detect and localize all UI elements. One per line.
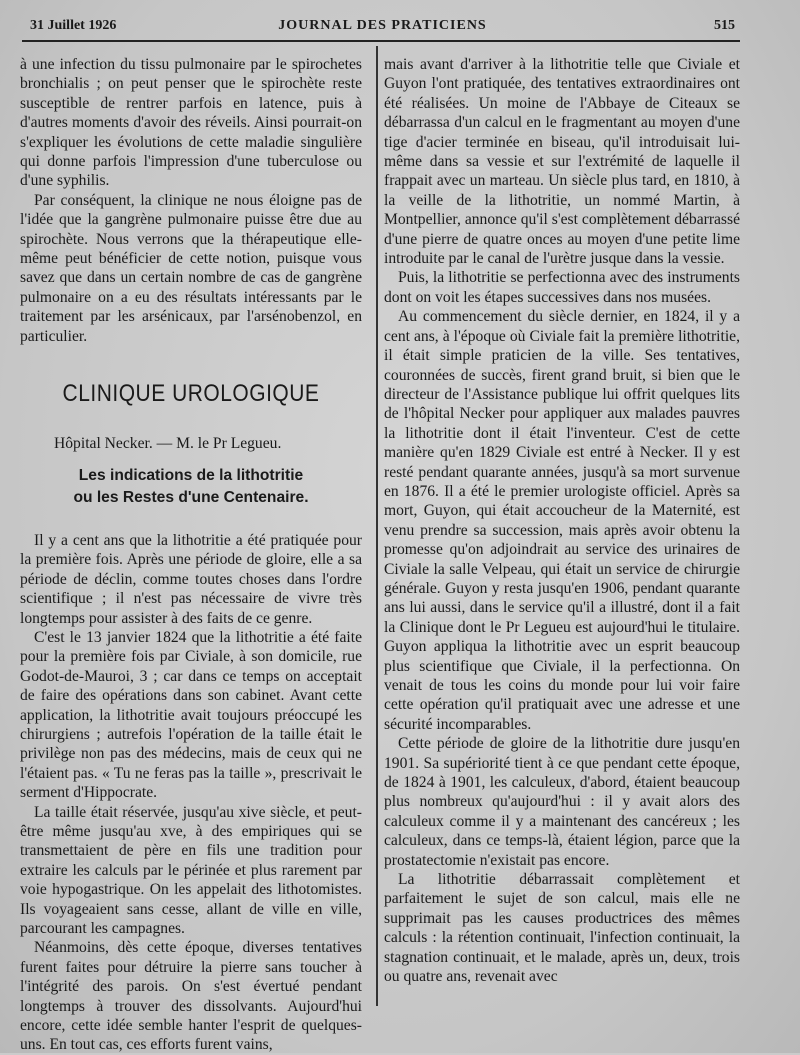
byline: Hôpital Necker. — M. le Pr Legueu. (54, 434, 282, 452)
article-title-line: ou les Restes d'une Centenaire. (73, 488, 309, 506)
paragraph: Néanmoins, dès cette époque, diverses tentatives furent faites pour détruire la pierre sans toucher à l'intégrité des parois. On s'est évertué pendant longtemps à trouver des dissolvants. Aujourd'hui encore, cette idée semble hanter l'esprit de quelques-uns. En tout cas, ces efforts furent vains, (20, 939, 362, 1054)
journal-title: JOURNAL DES PRATICIENS (278, 18, 487, 33)
left-column (20, 55, 362, 1055)
header-date: 31 Juillet 1926 (30, 18, 117, 33)
paragraph: Il y a cent ans que la lithotritie a été pratiquée pour la première fois. Après une période de gloire, elle a sa période de déclin, comme toutes choses dans l'ordre scientifique ; il n'est pas nécessaire de vivre très longtemps pour assister à des faits de ce genre. (20, 531, 362, 627)
column-rule (376, 46, 378, 1006)
article-title (20, 465, 362, 509)
paragraph: Cette période de gloire de la lithotritie dure jusqu'en 1901. Sa supériorité tient à ce que pendant cette époque, de 1824 à 1901, les calculeux, d'abord, étaient beaucoup plus nombreux qu'aujourd'hui : il y avait alors des calculeux comme il y a maintenant des cancéreux ; les calculeux, dans ce temps-là, étaient légion, parce que la prostatectomie n'existait pas encore. (384, 735, 740, 869)
page-number: 515 (714, 18, 735, 33)
header-rule (22, 40, 740, 42)
paragraph: Par conséquent, la clinique ne nous éloigne pas de l'idée que la gangrène pulmonaire puisse être due au spirochète. Nous verrons que la thérapeutique elle-même peut bénéficier de cette notion, puisque vous savez que dans un certain nombre de cas de gangrène pulmonaire on a eu des résultats intéressants par le traitement par les arsénicaux, par l'arsénobenzol, en particulier. (20, 191, 362, 345)
paragraph: Au commencement du siècle dernier, en 1824, il y a cent ans, à l'époque où Civiale fait la première lithotritie, il était simple praticien de la ville. Ses tentatives, couronnées de succès, firent grand bruit, si bien que le directeur de l'Assistance publique lui offrit quelques lits de l'hôpital Necker pour appliquer aux malades pauvres la lithotritie dont il était l'inventeur. C'est de cette manière qu'en 1829 Civiale est entré à Necker. Il y est resté pendant quarante années, jusqu'à sa mort survenue en 1876. Il a été le premier urologiste officiel. Après sa mort, Guyon, qui était accoucheur de la Maternité, est venu prendre sa succession, mais après avoir obtenu la promesse qu'on adjoindrait au service des urinaires de Civiale la salle Velpeau, qui était un service de chirurgie générale. Guyon y resta jusqu'en 1906, pendant quarante ans lui aussi, dans le service qu'il a illustré, dont il a fait la Clinique dont le Pr Legueu est aujourd'hui le titulaire. Guyon appliqua la lithotritie avec un esprit beaucoup plus scientifique que Civiale, il la perfectionna. On venait de tous les coins du monde pour lui voir faire cette opération qu'il pratiquait avec une adresse et une sécurité incomparables. (384, 308, 740, 733)
right-column (384, 55, 740, 987)
paragraph: mais avant d'arriver à la lithotritie telle que Civiale et Guyon l'ont pratiquée, des tentatives extraordinaires ont été réalisées. Un moine de l'Abbaye de Citeaux se débarrassa d'un calcul en le fragmentant au moyen d'une tige d'acier terminée en biseau, qu'il introduisait lui-même dans sa vessie et sur l'extrémité de laquelle il frappait avec un marteau. Un siècle plus tard, en 1810, à la veille de la lithotritie, un nommé Martin, à Montpellier, annonce qu'il s'est complètement débarrassé d'une pierre de quatre onces au moyen d'une petite lime introduite par le canal de l'urètre jusque dans la vessie. (384, 56, 740, 268)
section-title: CLINIQUE UROLOGIQUE (62, 380, 320, 407)
article-title-line: Les indications de la lithotritie (78, 466, 304, 484)
paragraph: La lithotritie débarrassait complètement et parfaitement le sujet de son calcul, mais elle ne supprimait pas les causes productrices des mêmes calculs : la rétention continuait, l'infection continuait, la stagnation continuait, et le malade, après un, deux, trois ou quatre ans, revenait avec (384, 871, 740, 986)
running-header (30, 14, 735, 40)
paragraph: La taille était réservée, jusqu'au xive siècle, et peut-être même jusqu'au xve, à des empiriques qui se transmettaient de père en fils une tradition pour extraire les calculs par le périnée et plus rarement par voie hypogastrique. On les appelait des lithotomistes. Ils voyageaient sans cesse, allant de ville en ville, parcourant les campagnes. (20, 803, 362, 938)
paragraph: Puis, la lithotritie se perfectionna avec des instruments dont on voit les étapes successives dans nos musées. (384, 269, 740, 306)
paragraph: à une infection du tissu pulmonaire par le spirochetes bronchialis ; on peut penser que le spirochète reste susceptible de rentrer parfois en latence, puis à d'autres moments d'avoir des réveils. Ainsi pourrait-on s'expliquer les évolutions de cette maladie singulière qui donne parfois l'impression d'une tuberculose ou d'une syphilis. (20, 56, 362, 190)
paragraph: C'est le 13 janvier 1824 que la lithotritie a été faite pour la première fois par Civiale, à son domicile, rue Godot-de-Mauroi, 3 ; car dans ce temps on acceptait de faire des opérations dans son cabinet. Avant cette application, la lithotritie avait toujours préoccupé les chirurgiens ; autrefois l'opération de la taille était le privilège non pas des médecins, mais de ceux qui ne l'étaient pas. « Tu ne feras pas la taille », prescrivait le serment d'Hippocrate. (20, 628, 362, 802)
